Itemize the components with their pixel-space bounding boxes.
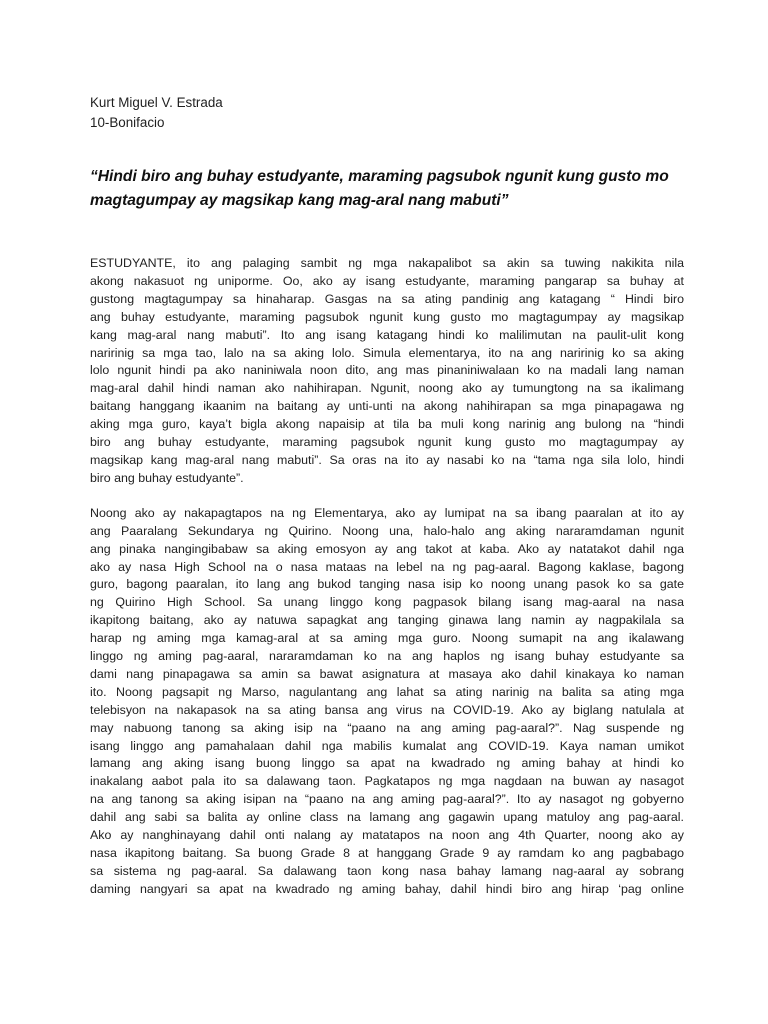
paragraph-line: ng Quirino High School. Sa unang linggo kong pagpasok bilang isang mag-aaral na nasa bbox=[90, 595, 684, 610]
paragraph-line: Ako ay nanghinayang dahil onti nalang ay matatapos na noon ang 4th Quarter, noong ako ay bbox=[90, 828, 684, 843]
paragraph-1 bbox=[90, 255, 684, 488]
paragraph-line: lamang ang aking isang buong linggo sa apat na kwadrado ng aming bahay at hindi ko bbox=[90, 756, 684, 771]
paragraph-line: dahil ang sabi sa balita ay online class na lamang ang gagawin upang matuloy ang pag-aaral. bbox=[90, 810, 684, 825]
author-name: Kurt Miguel V. Estrada bbox=[90, 95, 223, 110]
paragraph-line: ako ay nasa High School na o nasa mataas na lebel na ng pag-aaral. Bagong kaklase, bagong bbox=[90, 559, 684, 574]
paragraph-line: biro ang buhay estudyante”. bbox=[90, 470, 244, 485]
paragraph-line: ang buhay estudyante, maraming pagsubok ngunit kung gusto mo magtagumpay ay magsikap bbox=[90, 309, 684, 324]
paragraph-line: linggo ng aming pag-aaral, nararamdaman ko na ang haplos ng isang buhay estudyante sa bbox=[90, 649, 684, 664]
paragraph-line: dami nang pinapagawa sa amin sa bawat asignatura at masaya ako dahil kinakaya ko naman bbox=[90, 666, 684, 681]
paragraph-line: isang linggo ang pamahalaan dahil nga mabilis kumalat ang COVID-19. Kaya naman umikot bbox=[90, 738, 684, 753]
paragraph-line: inakalang aabot pala ito sa dalawang taon. Pagkatapos ng mga nagdaan na buwan ay nasagot bbox=[90, 774, 684, 789]
paragraph-line: kang mag-aral nang mabuti”. Ito ang isang katagang hindi ko malilimutan na paulit-ulit kong bbox=[90, 327, 684, 342]
paragraph-line: telebisyon na nakapasok na sa ating bansa ang virus na COVID-19. Ako ay biglang natulala at bbox=[90, 702, 684, 717]
paragraph-line: naririnig sa mga tao, lalo na sa aking lolo. Simula elementarya, ito na ang naririnig ko sa aking bbox=[90, 345, 684, 360]
paragraph-line: ang pinaka nangingibabaw sa aking emosyon ay ang takot at kaba. Ako ay natatakot dahil nga bbox=[90, 541, 684, 556]
paragraph-line: akong nakasuot ng uniporme. Oo, ako ay isang estudyante, maraming pangarap sa buhay at bbox=[90, 273, 684, 288]
paragraph-line: lolo ngunit hindi pa ako naniniwala noon dito, ang mas pinaniniwalaan ko na madali lang naman bbox=[90, 363, 684, 378]
paragraph-line: ito. Noong pagsapit ng Marso, nagulantang ang lahat sa ating narinig na balita sa ating mga bbox=[90, 684, 684, 699]
author-block bbox=[90, 93, 684, 133]
paragraph-line: harap ng aming mga kamag-aral at sa aming mga guro. Noong sumapit na ang ikalawang bbox=[90, 631, 684, 646]
paragraph-line: may nabuong tanong sa aking isip na “paano na ang aming pag-aaral?”. Nag suspende ng bbox=[90, 720, 684, 735]
paragraph-line: sa sistema ng pag-aaral. Sa dalawang taon kong nasa bahay lamang nag-aaral ay sobrang bbox=[90, 863, 684, 878]
paragraph-line: daming nangyari sa apat na kwadrado ng aming bahay, dahil hindi biro ang hirap ‘pag online bbox=[90, 881, 684, 896]
paragraph-line: Noong ako ay nakapagtapos na ng Elementarya, ako ay lumipat na sa ibang paaralan at ito ay bbox=[90, 505, 684, 520]
paragraph-line: ang Paaralang Sekundarya ng Quirino. Noong una, halo-halo ang aking nararamdaman ngunit bbox=[90, 523, 684, 538]
paragraph-line: na ang tanong sa aking isipan na “paano na ang aming pag-aaral?”. Ito ay nasagot ng gobyerno bbox=[90, 792, 684, 807]
paragraph-line: biro ang buhay estudyante, maraming pagsubok ngunit kung gusto mo magtagumpay ay bbox=[90, 435, 684, 450]
paragraph-line: gustong magtagumpay sa hinaharap. Gasgas na sa ating pandinig ang katagang “ Hindi biro bbox=[90, 291, 684, 306]
paragraph-line: magsikap kang mag-aral nang mabuti”. Sa oras na ito ay nasabi ko na “tama nga sila lolo, hindi bbox=[90, 452, 684, 467]
author-section: 10-Bonifacio bbox=[90, 115, 165, 130]
paragraph-2 bbox=[90, 505, 684, 899]
title-quote: “Hindi biro ang buhay estudyante, maraming pagsubok ngunit kung gusto mo magtagumpay ay magsikap kang mag-aral nang mabuti” bbox=[90, 168, 669, 209]
paragraph-line: ikapitong baitang, ako ay natuwa sapagkat ang tanging ginawa lang namin ay nagpakilala sa bbox=[90, 613, 684, 628]
paragraph-line: aking mga guro, kaya’t bigla akong napaisip at tila ba muli kong narinig ang bulong na “hindi bbox=[90, 417, 684, 432]
paragraph-line: mag-aral dahil hindi naman ako nahihirapan. Ngunit, noong ako ay tumungtong na sa ikalimang bbox=[90, 381, 684, 396]
paragraph-line: baitang hanggang ikaanim na baitang ay unti-unti na akong nahihirapan sa mga pinapagawa ng bbox=[90, 399, 684, 414]
paragraph-line: nasa ikapitong baitang. Sa buong Grade 8 at hanggang Grade 9 ay ramdam ko ang pagbabago bbox=[90, 846, 684, 860]
paragraph-line: ESTUDYANTE, ito ang palaging sambit ng mga nakapalibot sa akin sa tuwing nakikita nila bbox=[90, 256, 684, 270]
paragraph-line: guro, bagong paaralan, ito lang ang bukod tanging nasa isip ko noong unang pasok ko sa gate bbox=[90, 577, 684, 592]
